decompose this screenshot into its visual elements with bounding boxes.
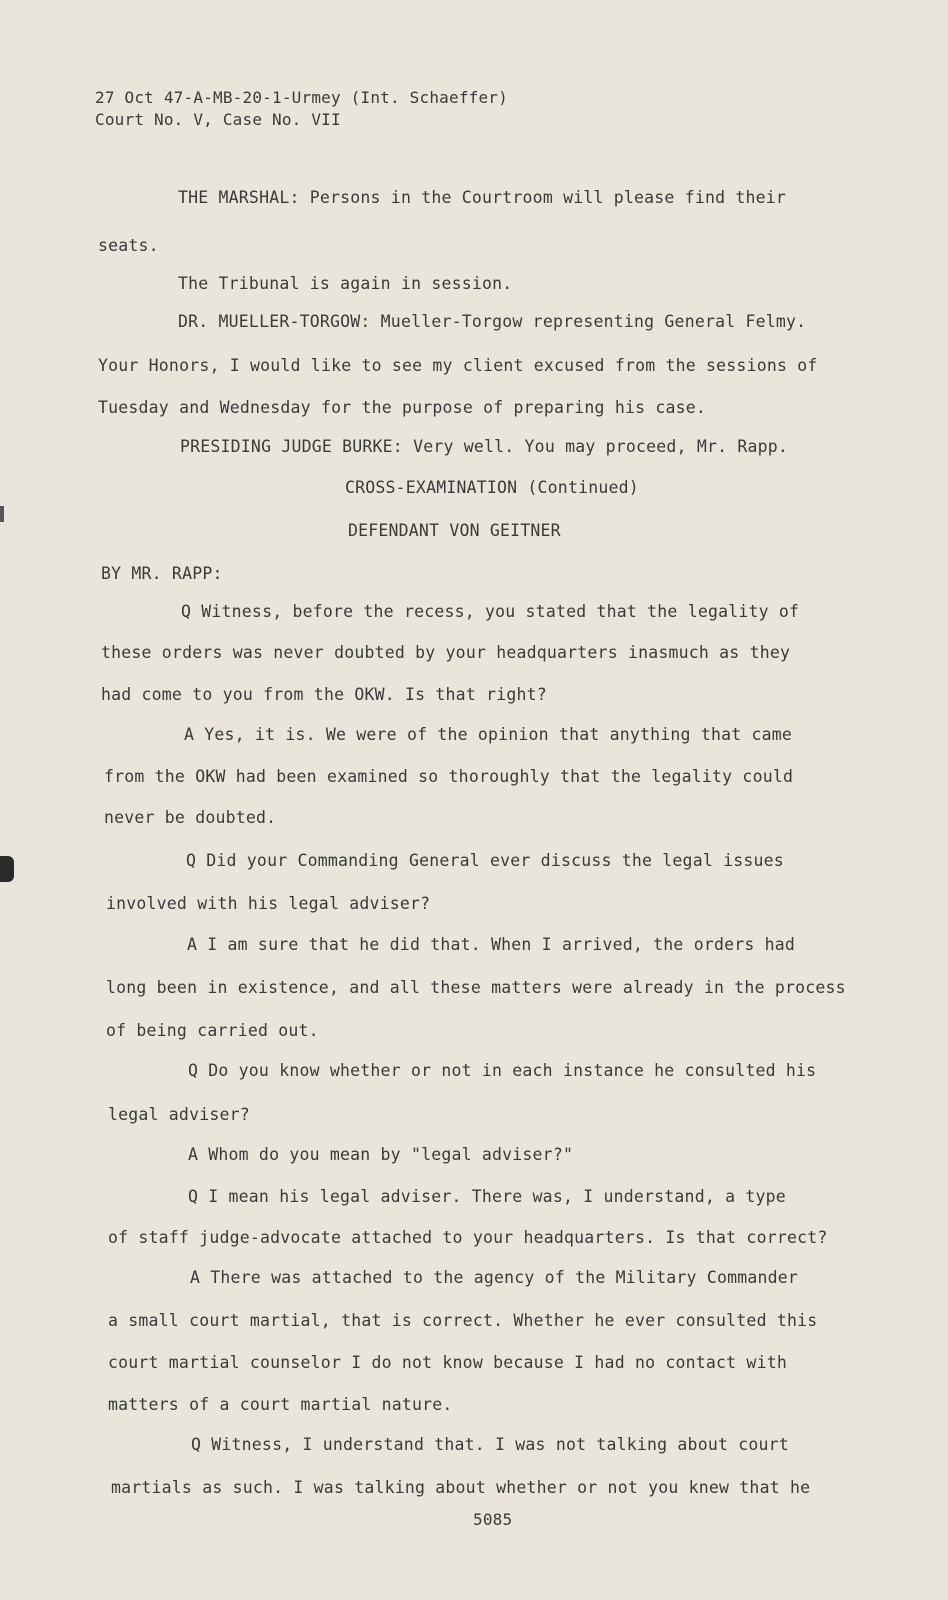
text-line: legal adviser? <box>108 1105 250 1124</box>
section-heading: CROSS-EXAMINATION (Continued) <box>345 478 639 497</box>
text-line: Q I mean his legal adviser. There was, I understand, a type <box>188 1187 786 1206</box>
text-line: of staff judge-advocate attached to your headquarters. Is that correct? <box>108 1228 828 1247</box>
text-line: from the OKW had been examined so thoroughly that the legality could <box>104 767 794 786</box>
text-line: matters of a court martial nature. <box>108 1395 453 1414</box>
text-line: never be doubted. <box>104 808 277 827</box>
text-line: Q Witness, before the recess, you stated that the legality of <box>181 602 800 621</box>
text-line: A I am sure that he did that. When I arrived, the orders had <box>187 935 796 954</box>
header-line-1: 27 Oct 47-A-MB-20-1-Urmey (Int. Schaeffer) <box>95 88 508 107</box>
text-line: A There was attached to the agency of the Military Commander <box>190 1268 799 1287</box>
text-line: court martial counselor I do not know because I had no contact with <box>108 1353 787 1372</box>
text-line: Your Honors, I would like to see my client excused from the sessions of <box>98 356 818 375</box>
text-line: THE MARSHAL: Persons in the Courtroom will please find their <box>178 188 787 207</box>
text-line: A Yes, it is. We were of the opinion that anything that came <box>184 725 793 744</box>
header-line-2: Court No. V, Case No. VII <box>95 110 341 129</box>
text-line: PRESIDING JUDGE BURKE: Very well. You may proceed, Mr. Rapp. <box>180 437 789 456</box>
text-line: A Whom do you mean by "legal adviser?" <box>188 1145 574 1164</box>
edge-binding-mark <box>0 856 14 882</box>
text-line: seats. <box>98 236 159 255</box>
section-subheading: DEFENDANT VON GEITNER <box>348 521 561 540</box>
text-line: long been in existence, and all these matters were already in the process <box>106 978 846 997</box>
text-line: involved with his legal adviser? <box>106 894 431 913</box>
text-line: Q Did your Commanding General ever discuss the legal issues <box>186 851 784 870</box>
text-line: had come to you from the OKW. Is that right? <box>101 685 547 704</box>
edge-tick-mark <box>0 506 4 522</box>
text-line: The Tribunal is again in session. <box>178 274 513 293</box>
text-line: Q Witness, I understand that. I was not talking about court <box>191 1435 789 1454</box>
text-line: BY MR. RAPP: <box>101 564 223 583</box>
text-line: Tuesday and Wednesday for the purpose of preparing his case. <box>98 398 707 417</box>
text-line: Q Do you know whether or not in each instance he consulted his <box>188 1061 817 1080</box>
text-line: DR. MUELLER-TORGOW: Mueller-Torgow representing General Felmy. <box>178 312 807 331</box>
text-line: these orders was never doubted by your headquarters inasmuch as they <box>101 643 791 662</box>
text-line: a small court martial, that is correct. Whether he ever consulted this <box>108 1311 818 1330</box>
text-line: martials as such. I was talking about whether or not you knew that he <box>111 1478 811 1497</box>
page-number: 5085 <box>473 1510 513 1529</box>
text-line: of being carried out. <box>106 1021 319 1040</box>
